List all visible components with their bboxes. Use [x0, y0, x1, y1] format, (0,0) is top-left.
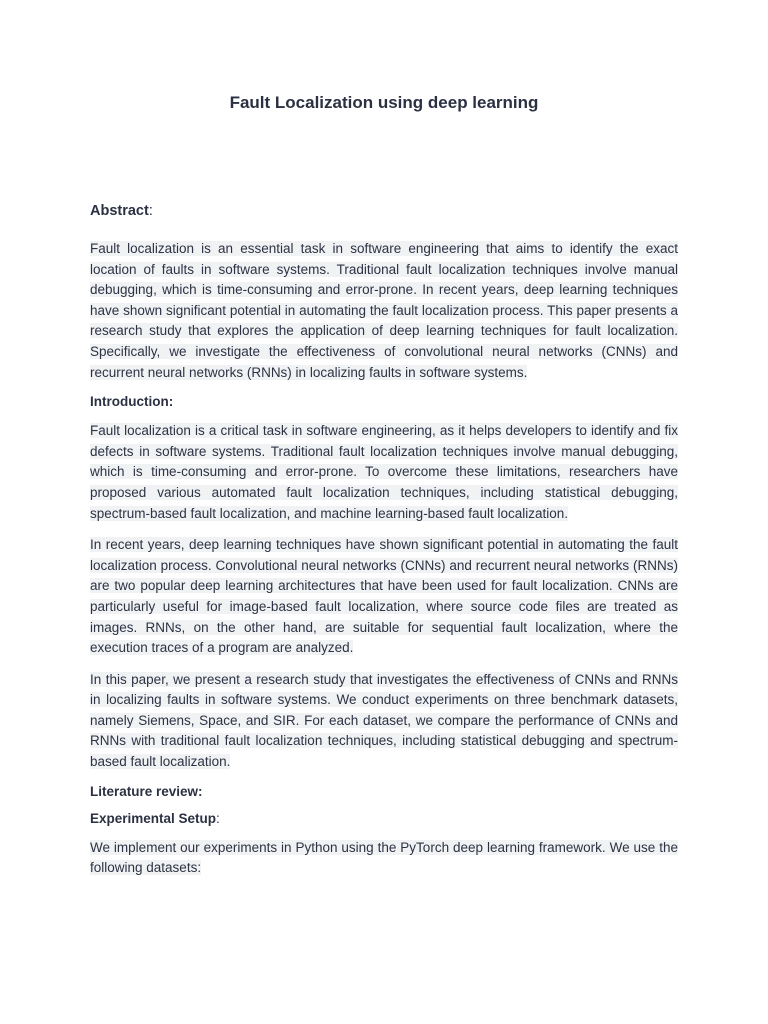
introduction-paragraph-3: [90, 670, 678, 773]
abstract-heading-text: Abstract: [90, 203, 149, 219]
experimental-setup-heading: [90, 811, 678, 826]
abstract-paragraph: [90, 239, 678, 383]
experimental-setup-text: We implement our experiments in Python using the PyTorch deep learning framework. We use the following datasets:: [90, 839, 678, 876]
experimental-setup-heading-text: Experimental Setup: [90, 810, 217, 826]
abstract-heading-colon: :: [148, 203, 153, 219]
literature-review-heading: Literature review:: [90, 783, 203, 799]
introduction-text-2: In recent years, deep learning techniques have shown significant potential in automating the fault localization process. Convolutional neural networks (CNNs) and recurrent neural networks (RNNs) are two popular deep learning architectures that have been used for fault localization. CNNs are particularly useful for image-based fault localization, where source code files are treated as images. RNNs, on the other hand, are suitable for sequential fault localization, where the execution traces of a program are analyzed.: [90, 537, 678, 656]
introduction-text-3: In this paper, we present a research study that investigates the effectiveness of CNNs and RNNs in localizing faults in software systems. We conduct experiments on three benchmark datasets, namely Siemens, Space, and SIR. For each dataset, we compare the performance of CNNs and RNNs with traditional fault localization techniques, including statistical debugging and spectrum-based fault localization.: [90, 671, 678, 770]
abstract-heading: [90, 203, 678, 219]
experimental-setup-paragraph: [90, 838, 678, 879]
introduction-heading: Introduction:: [90, 394, 174, 410]
document-body: [90, 203, 678, 879]
introduction-text-1: Fault localization is a critical task in software engineering, as it helps developers to identify and fix defects in software systems. Traditional fault localization techniques involve manual debugging, which is time-consuming and error-prone. To overcome these limitations, researchers have proposed various automated fault localization techniques, including statistical debugging, spectrum-based fault localization, and machine learning-based fault localization.: [90, 423, 678, 521]
introduction-paragraph-2: [90, 535, 678, 659]
abstract-text: Fault localization is an essential task in software engineering that aims to identify the exact location of faults in software systems. Traditional fault localization techniques involve manual debugging, which is time-consuming and error-prone. In recent years, deep learning techniques have shown significant potential in automating the fault localization process. This paper presents a research study that explores the application of deep learning techniques for fault localization. Specifically, we investigate the effectiveness of convolutional neural networks (CNNs) and recurrent neural networks (RNNs) in localizing faults in software systems.: [90, 241, 678, 380]
experimental-setup-heading-colon: :: [216, 810, 220, 826]
document-title: Fault Localization using deep learning: [229, 93, 539, 112]
introduction-paragraph-1: [90, 421, 678, 524]
